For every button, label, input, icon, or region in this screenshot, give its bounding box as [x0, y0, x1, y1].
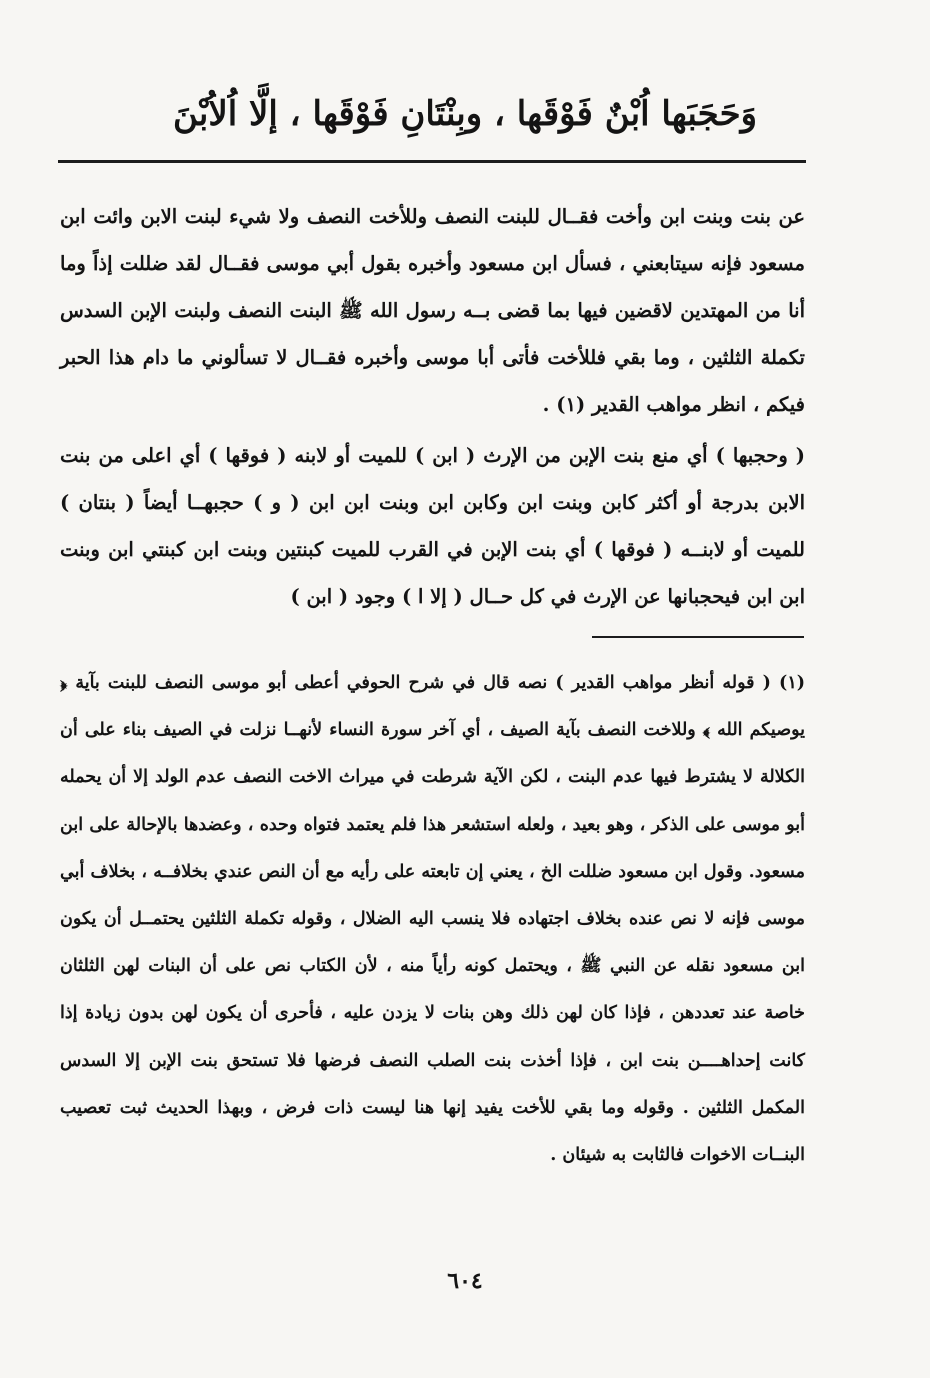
- verse-heading: وَحَجَبَها اُبْنٌ فَوْقَها ، وبِنْتَانِ فَوْقَها ، إلَّا اُلاُبْنَ: [172, 94, 758, 134]
- footnote-block: [60, 660, 805, 1179]
- commentary-paragraph: ( وحجبها ) أي منع بنت الإبن من الإرث ( ابن ) للميت أو لابنه ( فوقها ) أي اعلى من بنت الابن بدرجة أو أكثر كابن وبنت ابن وكابن ابن وبنت ابن ابن ( و ) حجبهــا أيضاً ( بنتان ) للميت أو لابنــه ( فوقها ) أي بنت الإبن في القرب للميت كبنتين وبنت ابن كبنتي ابن وبنت ابن ابن فيحجبانها عن الإرث في كل حــال ( إلا ا ) وجود ( ابن ): [60, 444, 805, 608]
- main-paragraph: عن بنت وبنت ابن وأخت فقــال للبنت النصف وللأخت النصف ولا شيء لبنت الابن وائت ابن مسعود فإنه سيتابعني ، فسأل ابن مسعود وأخبره بقول أبي موسى فقــال لقد ضللت إذاً وما أنا من المهتدين لاقضين فيها بما قضى بــه رسول الله ﷺ البنت النصف ولبنت الإبن السدس تكملة الثلثين ، وما بقي فللأخت فأتى أبا موسى وأخبره فقــال لا تسألوني ما دام هذا الحبر فيكم ، انظر مواهب القدير (١) .: [60, 205, 805, 416]
- heading-divider: [58, 160, 806, 163]
- page-number: ٦٠٤: [447, 1268, 483, 1294]
- footnote-paragraph: (١) ( قوله أنظر مواهب القدير ) نصه قال في شرح الحوفي أعطى أبو موسى النصف للبنت بآية ﴿ يوصيكم الله ﴾ وللاخت النصف بآية الصيف ، أي آخر سورة النساء لأنهــا نزلت في الصيف بناء على أن الكلالة لا يشترط فيها عدم البنت ، لكن الآية شرطت في ميراث الاخت النصف عدم الولد إلا أن يحمله أبو موسى على الذكر ، وهو بعيد ، ولعله استشعر هذا فلم يعتمد فتواه وحده ، وعضدها بالإحالة على ابن مسعود. وقول ابن مسعود ضللت الخ ، يعني إن تابعته على رأيه مع أن النص عندي بخلافــه ، بخلاف أبي موسى فإنه لا نص عنده بخلاف اجتهاده فلا ينسب اليه الضلال ، وقوله تكملة الثلثين يحتمــل أن يكون ابن مسعود نقله عن النبي ﷺ ، ويحتمل كونه رأياً منه ، لأن الكتاب نص على أن البنات لهن الثلثان خاصة عند تعددهن ، فإذا كان لهن ذلك وهن بنات لا يزدن عليه ، فأحرى أن يكون لهن بدون زيادة إذا كانت إحداهــــن بنت ابن ، فإذا أخذت بنت الصلب النصف فرضها فلا تستحق بنت الإبن إلا السدس المكمل الثلثين . وقوله وما بقي للأخت يفيد إنها هنا ليست ذات فرض ، وبهذا الحديث ثبت تعصيب البنــات الاخوات فالثابت به شيئان .: [60, 673, 805, 1166]
- footnote-divider: [592, 636, 804, 638]
- commentary-block: [60, 432, 805, 620]
- main-text-block: [60, 193, 805, 428]
